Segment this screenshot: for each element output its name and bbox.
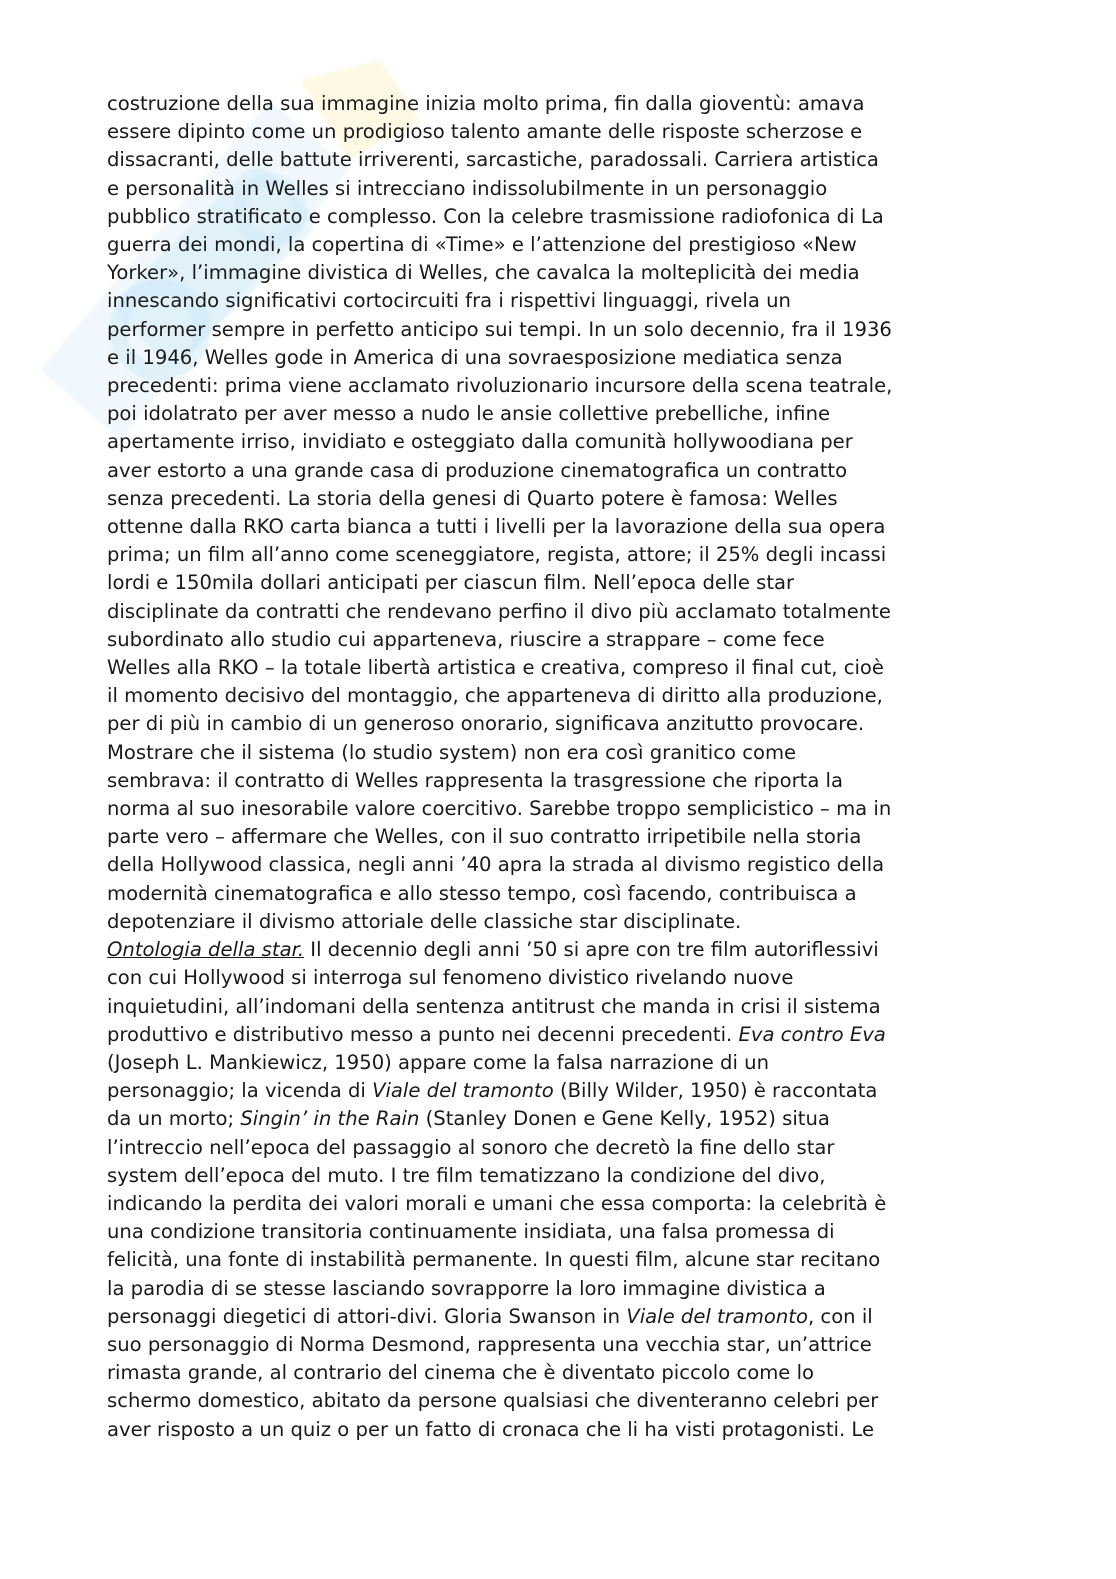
text-line xyxy=(107,598,1007,626)
text-segment: Il decennio degli anni ’50 si apre con tre film autoriflessivi xyxy=(304,938,879,962)
text-line xyxy=(107,1416,1007,1444)
text-line xyxy=(107,287,1007,315)
text-line xyxy=(107,1359,1007,1387)
film-title: Viale del tramonto xyxy=(372,1079,554,1103)
text-segment: e personalità in Welles si intrecciano indissolubilmente in un personaggio xyxy=(107,176,828,200)
text-line xyxy=(107,880,1007,908)
text-line xyxy=(107,231,1007,259)
text-segment: guerra dei mondi, la copertina di «Time» e l’attenzione del prestigioso «New xyxy=(107,233,857,257)
text-line xyxy=(107,1021,1007,1049)
text-segment: dissacranti, delle battute irriverenti, sarcastiche, paradossali. Carriera artistica xyxy=(107,148,879,172)
text-segment: e il 1946, Welles gode in America di una sovraesposizione mediatica senza xyxy=(107,345,843,369)
text-segment: innescando significativi cortocircuiti fra i rispettivi linguaggi, rivela un xyxy=(107,289,791,313)
text-segment: produttivo e distributivo messo a punto nei decenni precedenti. xyxy=(107,1022,739,1046)
text-segment: felicità, una fonte di instabilità permanente. In questi film, alcune star recitano xyxy=(107,1248,881,1272)
text-segment: modernità cinematografica e allo stesso tempo, così facendo, contribuisca a xyxy=(107,881,857,905)
text-line xyxy=(107,1049,1007,1077)
text-segment: sembrava: il contratto di Welles rappresenta la trasgressione che riporta la xyxy=(107,768,844,792)
text-line xyxy=(107,964,1007,992)
text-segment: della Hollywood classica, negli anni ’40 apra la strada al divismo registico della xyxy=(107,853,885,877)
text-line xyxy=(107,316,1007,344)
text-segment: essere dipinto come un prodigioso talento amante delle risposte scherzose e xyxy=(107,120,863,144)
text-segment: per di più in cambio di un generoso onorario, significava anzitutto provocare. xyxy=(107,712,865,736)
text-segment: (Stanley Donen e Gene Kelly, 1952) situa xyxy=(419,1107,830,1131)
film-title: Eva contro Eva xyxy=(738,1022,886,1046)
text-line xyxy=(107,823,1007,851)
text-segment: aver risposto a un quiz o per un fatto di cronaca che li ha visti protagonisti. Le xyxy=(107,1417,875,1441)
text-line xyxy=(107,936,1007,964)
text-line xyxy=(107,626,1007,654)
text-line xyxy=(107,372,1007,400)
section-heading: Ontologia della star. xyxy=(107,938,305,962)
text-line xyxy=(107,682,1007,710)
text-segment: poi idolatrato per aver messo a nudo le ansie collettive prebelliche, infine xyxy=(107,402,831,426)
body-paragraph xyxy=(107,90,1007,1444)
text-line xyxy=(107,400,1007,428)
text-segment: (Joseph L. Mankiewicz, 1950) appare come la falsa narrazione di un xyxy=(107,1050,769,1074)
text-segment: Yorker», l’immagine divistica di Welles, che cavalca la molteplicità dei media xyxy=(107,261,860,285)
text-segment: rimasta grande, al contrario del cinema che è diventato piccolo come lo xyxy=(107,1361,815,1385)
text-segment: parte vero – affermare che Welles, con il suo contratto irripetibile nella storia xyxy=(107,825,862,849)
text-segment: una condizione transitoria continuamente insidiata, una falsa promessa di xyxy=(107,1220,835,1244)
text-line xyxy=(107,541,1007,569)
text-line xyxy=(107,344,1007,372)
text-segment: system dell’epoca del muto. I tre film tematizzano la condizione del divo, xyxy=(107,1163,826,1187)
text-segment: il momento decisivo del montaggio, che apparteneva di diritto alla produzione, xyxy=(107,684,883,708)
text-segment: la parodia di se stesse lasciando sovrapporre la loro immagine divistica a xyxy=(107,1276,826,1300)
text-segment: Mostrare che il sistema (lo studio system) non era così granitico come xyxy=(107,740,797,764)
text-line xyxy=(107,654,1007,682)
text-segment: disciplinate da contratti che rendevano perfino il divo più acclamato totalmente xyxy=(107,599,891,623)
text-line xyxy=(107,457,1007,485)
text-line xyxy=(107,146,1007,174)
text-line xyxy=(107,175,1007,203)
text-segment: (Billy Wilder, 1950) è raccontata xyxy=(553,1079,878,1103)
text-segment: personaggi diegetici di attori-divi. Gloria Swanson in xyxy=(107,1304,627,1328)
text-line xyxy=(107,90,1007,118)
text-segment: Welles alla RKO – la totale libertà artistica e creativa, compreso il final cut, cioè xyxy=(107,656,884,680)
text-line xyxy=(107,710,1007,738)
text-segment: inquietudini, all’indomani della sentenza antitrust che manda in crisi il sistema xyxy=(107,994,881,1018)
text-line xyxy=(107,118,1007,146)
text-segment: apertamente irriso, invidiato e osteggiato dalla comunità hollywoodiana per xyxy=(107,430,853,454)
text-segment: suo personaggio di Norma Desmond, rappresenta una vecchia star, un’attrice xyxy=(107,1332,872,1356)
text-line xyxy=(107,1105,1007,1133)
text-line xyxy=(107,569,1007,597)
text-line xyxy=(107,1190,1007,1218)
text-segment: depotenziare il divismo attoriale delle classiche star disciplinate. xyxy=(107,909,742,933)
text-line xyxy=(107,1077,1007,1105)
text-line xyxy=(107,1303,1007,1331)
text-line xyxy=(107,259,1007,287)
text-segment: prima; un film all’anno come sceneggiatore, regista, attore; il 25% degli incassi xyxy=(107,543,887,567)
text-line xyxy=(107,513,1007,541)
text-line xyxy=(107,1246,1007,1274)
text-segment: costruzione della sua immagine inizia molto prima, fin dalla gioventù: amava xyxy=(107,92,865,115)
text-line xyxy=(107,1134,1007,1162)
text-line xyxy=(107,851,1007,879)
text-segment: schermo domestico, abitato da persone qualsiasi che diventeranno celebri per xyxy=(107,1389,879,1413)
text-segment: performer sempre in perfetto anticipo sui tempi. In un solo decennio, fra il 1936 xyxy=(107,317,892,341)
text-segment: indicando la perdita dei valori morali e umani che essa comporta: la celebrità è xyxy=(107,1191,887,1215)
text-segment: lordi e 150mila dollari anticipati per ciascun film. Nell’epoca delle star xyxy=(107,571,795,595)
text-segment: l’intreccio nell’epoca del passaggio al sonoro che decretò la fine dello star xyxy=(107,1135,835,1159)
text-segment: ottenne dalla RKO carta bianca a tutti i livelli per la lavorazione della sua opera xyxy=(107,515,886,539)
text-segment: precedenti: prima viene acclamato rivoluzionario incursore della scena teatrale, xyxy=(107,374,893,398)
film-title: Viale del tramonto xyxy=(626,1304,808,1328)
text-line xyxy=(107,203,1007,231)
text-line xyxy=(107,485,1007,513)
text-segment: subordinato allo studio cui apparteneva, riuscire a strappare – come fece xyxy=(107,627,825,651)
text-segment: personaggio; la vicenda di xyxy=(107,1079,373,1103)
text-line xyxy=(107,1387,1007,1415)
text-segment: pubblico stratificato e complesso. Con la celebre trasmissione radiofonica di La xyxy=(107,204,884,228)
text-segment: , con il xyxy=(807,1304,873,1328)
text-line xyxy=(107,1218,1007,1246)
text-line xyxy=(107,908,1007,936)
text-line xyxy=(107,428,1007,456)
text-line xyxy=(107,1331,1007,1359)
text-line xyxy=(107,795,1007,823)
text-segment: con cui Hollywood si interroga sul fenomeno divistico rivelando nuove xyxy=(107,966,794,990)
text-line xyxy=(107,739,1007,767)
film-title: Singin’ in the Rain xyxy=(240,1107,420,1131)
text-segment: aver estorto a una grande casa di produzione cinematografica un contratto xyxy=(107,458,848,482)
text-segment: senza precedenti. La storia della genesi di Quarto potere è famosa: Welles xyxy=(107,486,838,510)
text-segment: norma al suo inesorabile valore coercitivo. Sarebbe troppo semplicistico – ma in xyxy=(107,797,892,821)
text-line xyxy=(107,993,1007,1021)
text-line xyxy=(107,767,1007,795)
text-line xyxy=(107,1162,1007,1190)
text-segment: da un morto; xyxy=(107,1107,241,1131)
text-line xyxy=(107,1275,1007,1303)
